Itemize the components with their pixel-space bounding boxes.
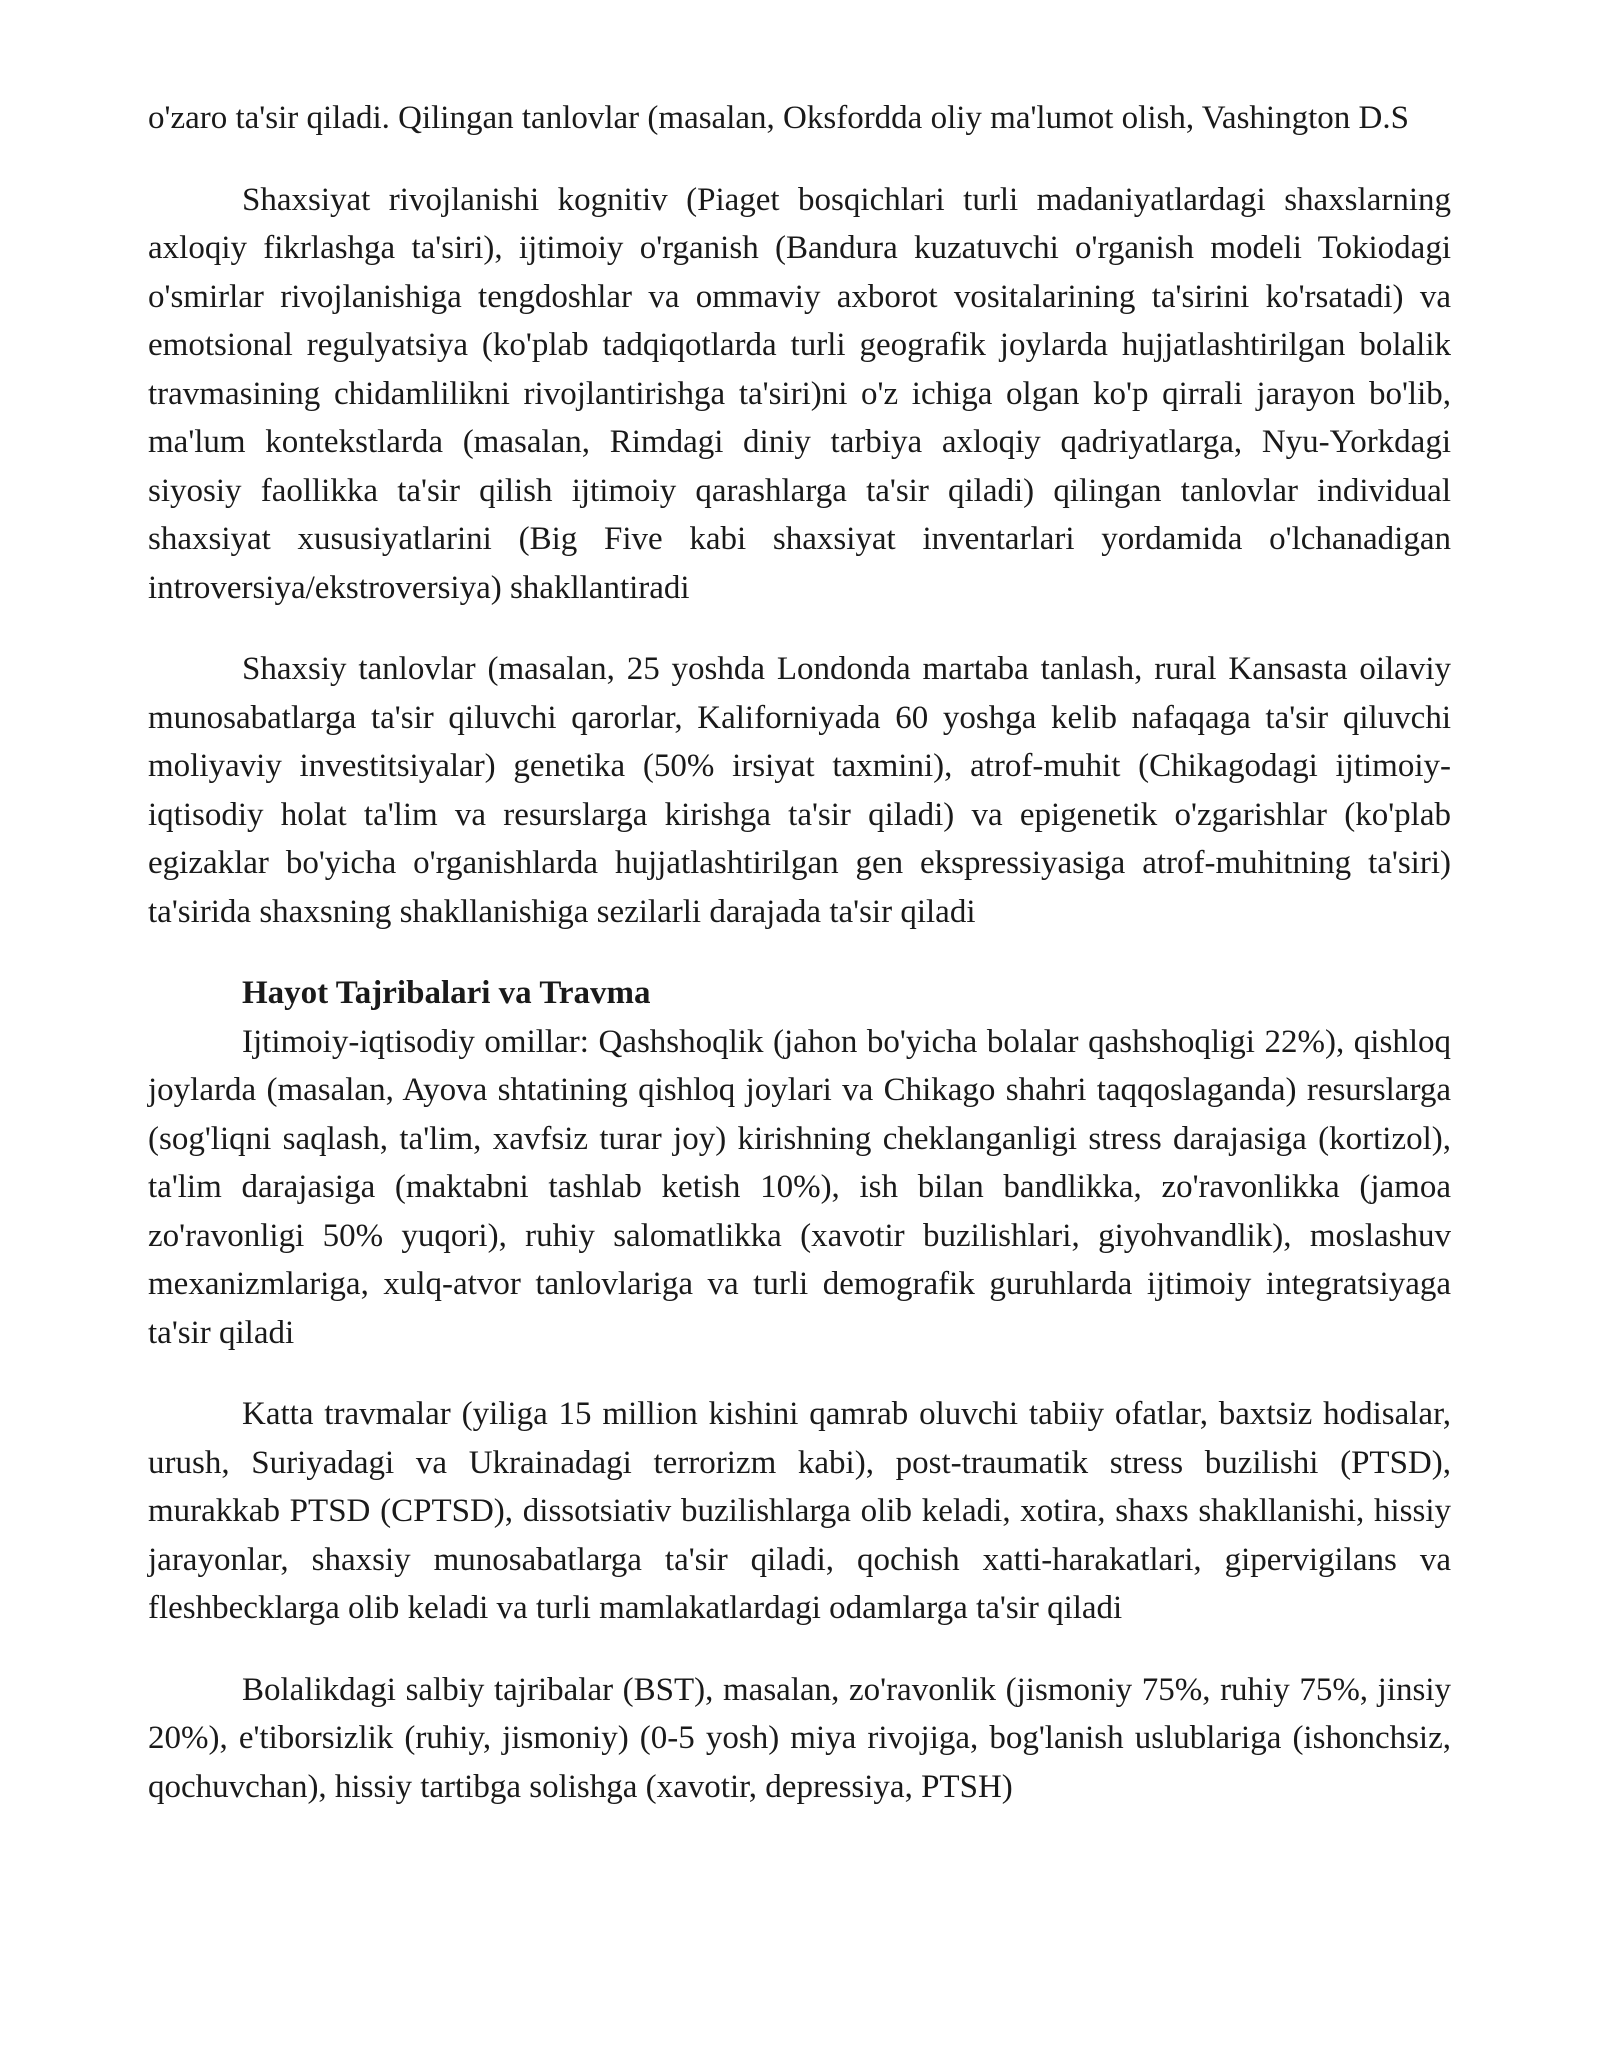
document-page — [148, 94, 1451, 1811]
paragraph-personality-development: Shaxsiyat rivojlanishi kognitiv (Piaget bosqichlari turli madaniyatlardagi shaxslarning axloqiy fikrlashga ta'siri), ijtimoiy o'rganish (Bandura kuzatuvchi o'rganish modeli Tokiodagi o'smirlar rivojlanishiga tengdoshlar va ommaviy axborot vositalarining ta'sirini ko'rsatadi) va emotsional regulyatsiya (ko'plab tadqiqotlarda turli geografik joylarda hujjatlashtirilgan bolalik travmasining chidamlilikni rivojlantirishga ta'siri)ni o'z ichiga olgan ko'p qirrali jarayon bo'lib, ma'lum kontekstlarda (masalan, Rimdagi diniy tarbiya axloqiy qadriyatlarga, Nyu-Yorkdagi siyosiy faollikka ta'sir qilish ijtimoiy qarashlarga ta'sir qiladi) qilingan tanlovlar individual shaxsiyat xususiyatlarini (Big Five kabi shaxsiyat inventarlari yordamida o'lchanadigan introversiya/ekstroversiya) shakllantiradi — [148, 181, 1451, 606]
paragraph-major-trauma: Katta travmalar (yiliga 15 million kishini qamrab oluvchi tabiiy ofatlar, baxtsiz hodisalar, urush, Suriyadagi va Ukrainadagi terrorizm kabi), post-traumatik stress buzilishi (PTSD), murakkab PTSD (CPTSD), dissotsiativ buzilishlarga olib keladi, xotira, shaxs shakllanishi, hissiy jarayonlar, shaxsiy munosabatlarga ta'sir qiladi, qochish xatti-harakatlari, gipervigilans va fleshbecklarga olib keladi va turli mamlakatlardagi odamlarga ta'sir qiladi — [148, 1396, 1451, 1626]
paragraph-adverse-childhood: Bolalikdagi salbiy tajribalar (BST), masalan, zo'ravonlik (jismoniy 75%, ruhiy 75%, jinsiy 20%), e'tiborsizlik (ruhiy, jismoniy) (0-5 yosh) miya rivojiga, bog'lanish uslublariga (ishonchsiz, qochuvchan), hissiy tartibga solishga (xavotir, depressiya, PTSH) — [148, 1671, 1451, 1805]
paragraph-socioeconomic-factors: Ijtimoiy-iqtisodiy omillar: Qashshoqlik (jahon bo'yicha bolalar qashshoqligi 22%), qishloq joylarda (masalan, Ayova shtatining qishloq joylari va Chikago shahri taqqoslaganda) resurslarga (sog'liqni saqlash, ta'lim, xavfsiz turar joy) kirishning cheklanganligi stress darajasiga (kortizol), ta'lim darajasiga (maktabni tashlab ketish 10%), ish bilan bandlikka, zo'ravonlikka (jamoa zo'ravonligi 50% yuqori), ruhiy salomatlikka (xavotir buzilishlari, giyohvandlik), moslashuv mexanizmlariga, xulq-atvor tanlovlariga va turli demografik guruhlarda ijtimoiy integratsiyaga ta'sir qiladi — [148, 1023, 1451, 1351]
section-heading: Hayot Tajribalari va Travma — [242, 975, 651, 1011]
paragraph-personal-choices: Shaxsiy tanlovlar (masalan, 25 yoshda Londonda martaba tanlash, rural Kansasta oilaviy munosabatlarga ta'sir qiluvchi qarorlar, Kaliforniyada 60 yoshga kelib nafaqaga ta'sir qiluvchi moliyaviy investitsiyalar) genetika (50% irsiyat taxmini), atrof-muhit (Chikagodagi ijtimoiy-iqtisodiy holat ta'lim va resurslarga kirishga ta'sir qiladi) va epigenetik o'zgarishlar (ko'plab egizaklar bo'yicha o'rganishlarda hujjatlashtirilgan gen ekspressiyasiga atrof-muhitning ta'siri) ta'sirida shaxsning shakllanishiga sezilarli darajada ta'sir qiladi — [148, 651, 1451, 930]
paragraph-continuation: o'zaro ta'sir qiladi. Qilingan tanlovlar (masalan, Oksfordda oliy ma'lumot olish, Vashington D.S — [148, 100, 1409, 136]
